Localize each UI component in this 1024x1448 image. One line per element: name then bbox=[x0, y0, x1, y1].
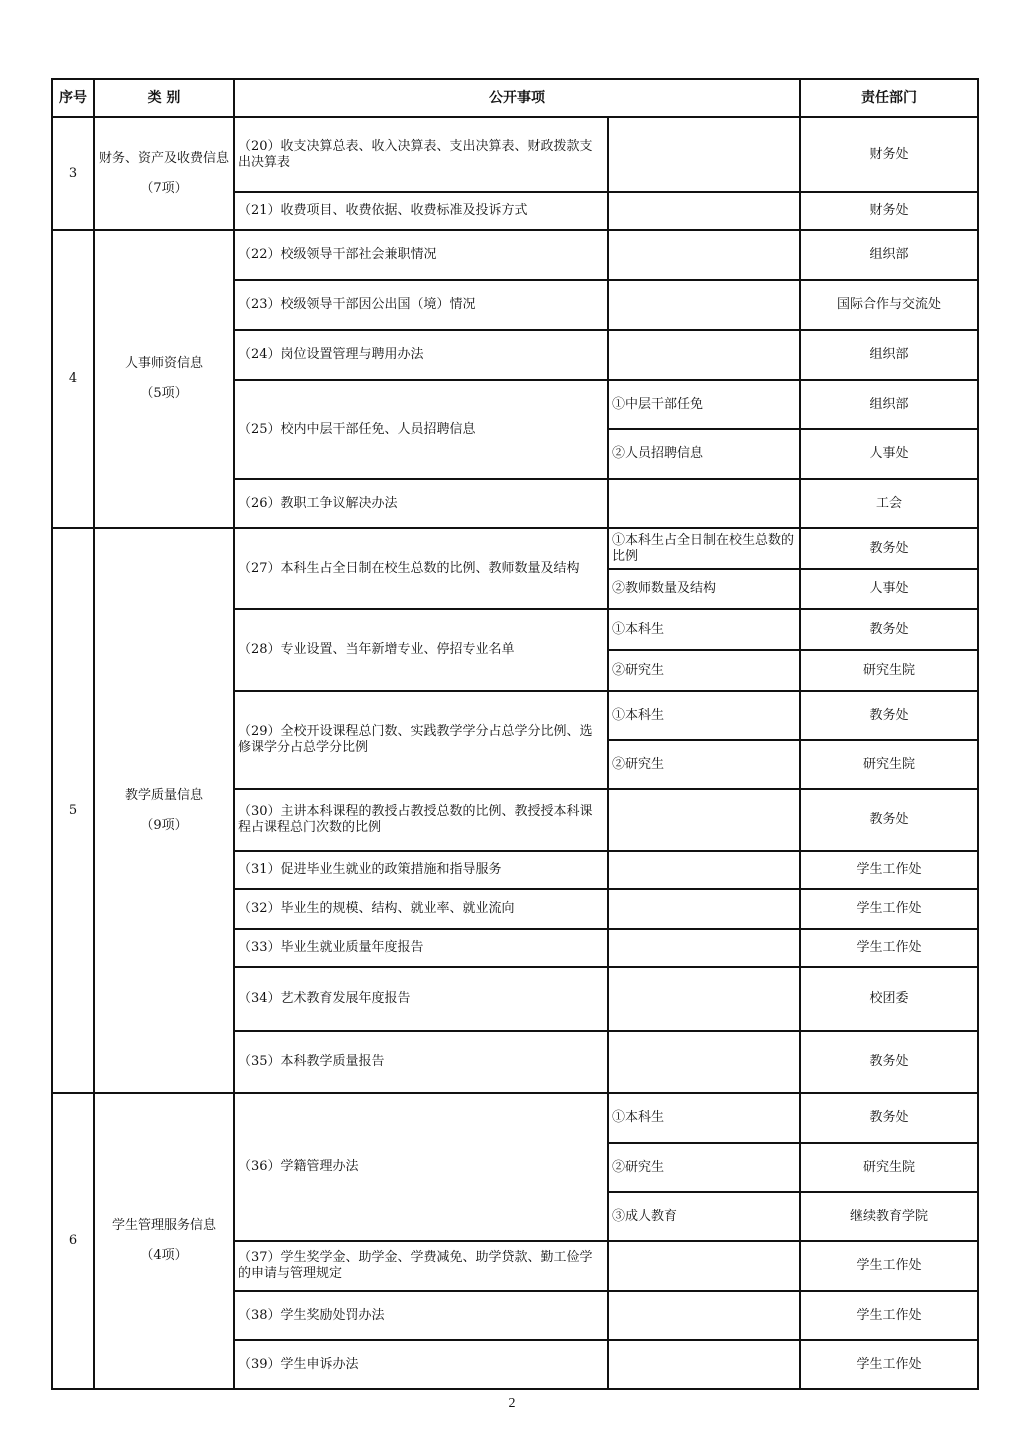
sub-item-cell bbox=[608, 889, 800, 929]
dept-cell: 财务处 bbox=[800, 192, 978, 230]
sub-item-cell: ③成人教育 bbox=[608, 1192, 800, 1241]
dept-cell: 人事处 bbox=[800, 569, 978, 609]
sub-item-cell bbox=[608, 929, 800, 967]
item-cell: （22）校级领导干部社会兼职情况 bbox=[234, 230, 608, 280]
item-cell: （34）艺术教育发展年度报告 bbox=[234, 967, 608, 1031]
dept-cell: 学生工作处 bbox=[800, 851, 978, 889]
category-count: （4项） bbox=[140, 1248, 188, 1263]
dept-cell: 教务处 bbox=[800, 528, 978, 569]
category-cell bbox=[94, 528, 234, 1093]
header-no: 序号 bbox=[52, 79, 94, 117]
item-cell: （38）学生奖励处罚办法 bbox=[234, 1291, 608, 1340]
dept-cell: 研究生院 bbox=[800, 740, 978, 789]
dept-cell: 财务处 bbox=[800, 117, 978, 192]
row-number: 3 bbox=[52, 117, 94, 230]
dept-cell: 学生工作处 bbox=[800, 889, 978, 929]
item-cell: （32）毕业生的规模、结构、就业率、就业流向 bbox=[234, 889, 608, 929]
category-count: （5项） bbox=[140, 386, 188, 401]
table-row bbox=[52, 528, 978, 569]
table-row bbox=[52, 230, 978, 280]
dept-cell: 人事处 bbox=[800, 429, 978, 479]
sub-item-cell bbox=[608, 1241, 800, 1291]
item-cell: （36）学籍管理办法 bbox=[234, 1093, 608, 1241]
item-cell: （23）校级领导干部因公出国（境）情况 bbox=[234, 280, 608, 330]
table-header-row bbox=[52, 79, 978, 117]
row-number: 4 bbox=[52, 230, 94, 528]
category-count: （9项） bbox=[140, 817, 188, 833]
sub-item-cell: ②教师数量及结构 bbox=[608, 569, 800, 609]
category-name: 教学质量信息 bbox=[124, 787, 203, 803]
sub-item-cell bbox=[608, 479, 800, 528]
item-cell: （31）促进毕业生就业的政策措施和指导服务 bbox=[234, 851, 608, 889]
category-cell bbox=[94, 117, 234, 230]
sub-item-cell: ②研究生 bbox=[608, 1143, 800, 1192]
dept-cell: 继续教育学院 bbox=[800, 1192, 978, 1241]
sub-item-cell bbox=[608, 230, 800, 280]
dept-cell: 组织部 bbox=[800, 230, 978, 280]
sub-item-cell: ②人员招聘信息 bbox=[608, 429, 800, 479]
sub-item-cell: ①本科生占全日制在校生总数的比例 bbox=[608, 528, 800, 569]
sub-item-cell: ①本科生 bbox=[608, 1093, 800, 1143]
disclosure-table-container bbox=[51, 78, 977, 1390]
table-row bbox=[52, 117, 978, 192]
header-matter: 公开事项 bbox=[234, 79, 800, 117]
dept-cell: 教务处 bbox=[800, 1093, 978, 1143]
sub-item-cell bbox=[608, 117, 800, 192]
category-name: 学生管理服务信息 bbox=[111, 1218, 216, 1233]
sub-item-cell bbox=[608, 192, 800, 230]
item-cell: （37）学生奖学金、助学金、学费减免、助学贷款、勤工俭学的申请与管理规定 bbox=[234, 1241, 608, 1291]
dept-cell: 教务处 bbox=[800, 789, 978, 851]
dept-cell: 组织部 bbox=[800, 330, 978, 380]
item-cell: （21）收费项目、收费依据、收费标准及投诉方式 bbox=[234, 192, 608, 230]
row-number: 5 bbox=[52, 528, 94, 1093]
category-cell bbox=[94, 1093, 234, 1389]
dept-cell: 学生工作处 bbox=[800, 1291, 978, 1340]
sub-item-cell: ②研究生 bbox=[608, 740, 800, 789]
item-cell: （39）学生申诉办法 bbox=[234, 1340, 608, 1389]
dept-cell: 研究生院 bbox=[800, 1143, 978, 1192]
sub-item-cell bbox=[608, 330, 800, 380]
dept-cell: 工会 bbox=[800, 479, 978, 528]
category-name: 财务、资产及收费信息 bbox=[98, 150, 229, 166]
dept-cell: 国际合作与交流处 bbox=[800, 280, 978, 330]
dept-cell: 学生工作处 bbox=[800, 1241, 978, 1291]
table-row bbox=[52, 1093, 978, 1143]
dept-cell: 校团委 bbox=[800, 967, 978, 1031]
row-number: 6 bbox=[52, 1093, 94, 1389]
sub-item-cell bbox=[608, 789, 800, 851]
dept-cell: 教务处 bbox=[800, 609, 978, 650]
item-cell: （30）主讲本科课程的教授占教授总数的比例、教授授本科课程占课程总门次数的比例 bbox=[234, 789, 608, 851]
dept-cell: 学生工作处 bbox=[800, 929, 978, 967]
item-cell: （25）校内中层干部任免、人员招聘信息 bbox=[234, 380, 608, 479]
dept-cell: 教务处 bbox=[800, 1031, 978, 1093]
item-cell: （27）本科生占全日制在校生总数的比例、教师数量及结构 bbox=[234, 528, 608, 609]
item-cell: （33）毕业生就业质量年度报告 bbox=[234, 929, 608, 967]
sub-item-cell bbox=[608, 1031, 800, 1093]
sub-item-cell: ①中层干部任免 bbox=[608, 380, 800, 429]
dept-cell: 组织部 bbox=[800, 380, 978, 429]
sub-item-cell bbox=[608, 1291, 800, 1340]
dept-cell: 教务处 bbox=[800, 691, 978, 740]
header-dept: 责任部门 bbox=[800, 79, 978, 117]
sub-item-cell bbox=[608, 280, 800, 330]
item-cell: （26）教职工争议解决办法 bbox=[234, 479, 608, 528]
sub-item-cell: ②研究生 bbox=[608, 650, 800, 691]
item-cell: （20）收支决算总表、收入决算表、支出决算表、财政拨款支出决算表 bbox=[234, 117, 608, 192]
item-cell: （24）岗位设置管理与聘用办法 bbox=[234, 330, 608, 380]
sub-item-cell: ①本科生 bbox=[608, 609, 800, 650]
sub-item-cell bbox=[608, 1340, 800, 1389]
item-cell: （35）本科教学质量报告 bbox=[234, 1031, 608, 1093]
category-count: （7项） bbox=[140, 180, 188, 196]
disclosure-table bbox=[51, 78, 979, 1390]
header-category: 类 别 bbox=[94, 79, 234, 117]
dept-cell: 研究生院 bbox=[800, 650, 978, 691]
category-cell bbox=[94, 230, 234, 528]
dept-cell: 学生工作处 bbox=[800, 1340, 978, 1389]
sub-item-cell: ①本科生 bbox=[608, 691, 800, 740]
category-name: 人事师资信息 bbox=[124, 356, 203, 371]
sub-item-cell bbox=[608, 967, 800, 1031]
item-cell: （28）专业设置、当年新增专业、停招专业名单 bbox=[234, 609, 608, 691]
sub-item-cell bbox=[608, 851, 800, 889]
item-cell: （29）全校开设课程总门数、实践教学学分占总学分比例、选修课学分占总学分比例 bbox=[234, 691, 608, 789]
page-number: 2 bbox=[508, 1396, 516, 1411]
